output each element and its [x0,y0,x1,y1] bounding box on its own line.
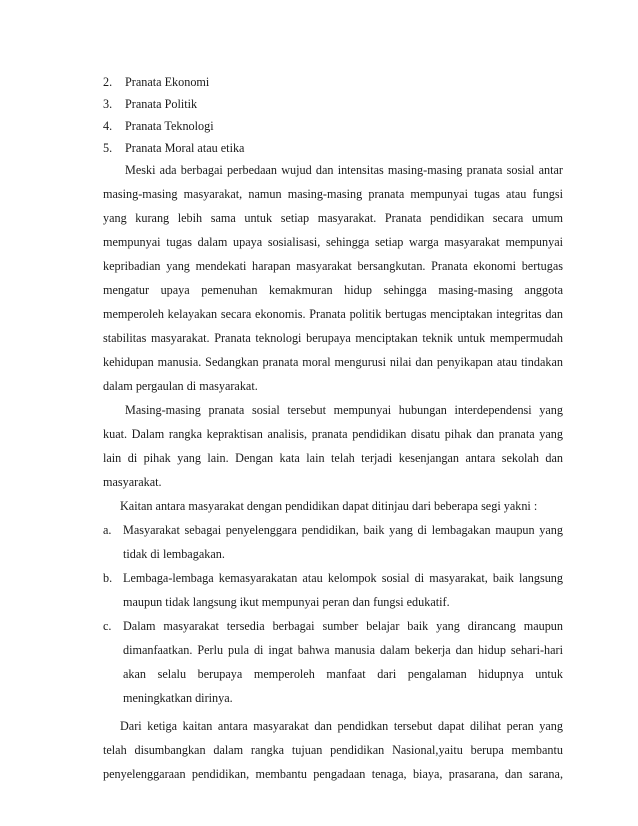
list-letter: a. [103,523,112,537]
paragraph-line: Masing-masing pranata sosial tersebut mempunyai hubungan interdependensi yang [125,403,563,417]
paragraph-line: telah disumbangkan dalam rangka tujuan pendidikan Nasional,yaitu berupa membantu [103,743,563,757]
paragraph-line: penyelenggaraan pendidikan, membantu pengadaan tenaga, biaya, prasarana, dan sarana, [103,767,563,781]
list-item: Pranata Moral atau etika [125,141,245,155]
paragraph-line: lain di pihak yang lain. Dengan kata lain telah terjadi kesenjangan antara sekolah dan [103,451,563,465]
list-item-line: akan selalu berupaya memperoleh manfaat dari pengalaman hidupnya untuk [123,667,563,681]
paragraph-line: kepribadian yang mendekati harapan masyarakat bersangkutan. Pranata ekonomi bertugas [103,259,563,273]
list-item-line: Dalam masyarakat tersedia berbagai sumber belajar baik yang dirancang maupun [123,619,563,633]
list-item-line: Masyarakat sebagai penyelenggara pendidikan, baik yang di lembagakan maupun yang [123,523,563,537]
paragraph-line: Meski ada berbagai perbedaan wujud dan intensitas masing-masing pranata sosial antar [125,163,563,177]
list-item: Pranata Ekonomi [125,75,210,89]
paragraph-line: memperoleh kelayakan secara ekonomis. Pranata politik bertugas menciptakan integritas dan [103,307,563,321]
paragraph-line: masing-masing masyarakat, namun masing-masing pranata mempunyai tugas atau fungsi [103,187,563,201]
paragraph-line: kehidupan manusia. Sedangkan pranata moral mengurusi nilai dan penyikapan atau tindakan [103,355,563,369]
paragraph-line: mempunyai tugas dalam upaya sosialisasi, sehingga setiap warga masyarakat mempunyai [103,235,563,249]
paragraph-line: kuat. Dalam rangka kepraktisan analisis, pranata pendidikan disatu pihak dan pranata yang [103,427,563,441]
paragraph-line: yang kurang lebih sama untuk setiap masyarakat. Pranata pendidikan secara umum [103,211,563,225]
list-item: Pranata Politik [125,97,198,111]
list-number: 5. [103,141,113,155]
list-number: 3. [103,97,113,111]
paragraph-line: Dari ketiga kaitan antara masyarakat dan pendidkan tersebut dapat dilihat peran yang [120,719,563,733]
paragraph-line: masyarakat. [103,475,162,489]
list-item-line: Lembaga-lembaga kemasyarakatan atau kelompok sosial di masyarakat, baik langsung [123,571,563,585]
list-item-line: maupun tidak langsung ikut mempunyai peran dan fungsi edukatif. [123,595,450,609]
list-number: 4. [103,119,113,133]
list-letter: c. [103,619,112,633]
list-item: Pranata Teknologi [125,119,214,133]
list-item-line: meningkatkan dirinya. [123,691,233,705]
list-letter: b. [103,571,113,585]
list-item-line: dimanfaatkan. Perlu pula di ingat bahwa manusia dalam bekerja dan hidup sehari-hari [123,643,563,657]
list-number: 2. [103,75,113,89]
paragraph-line: stabilitas masyarakat. Pranata teknologi berupaya menciptakan teknik untuk mempermudah [103,331,563,345]
paragraph-line: Kaitan antara masyarakat dengan pendidikan dapat ditinjau dari beberapa segi yakni : [120,499,538,513]
list-item-line: tidak di lembagakan. [123,547,225,561]
paragraph-line: dalam pergaulan di masyarakat. [103,379,258,393]
paragraph-line: mengatur upaya pemenuhan kemakmuran hidup sehingga masing-masing anggota [103,283,563,297]
